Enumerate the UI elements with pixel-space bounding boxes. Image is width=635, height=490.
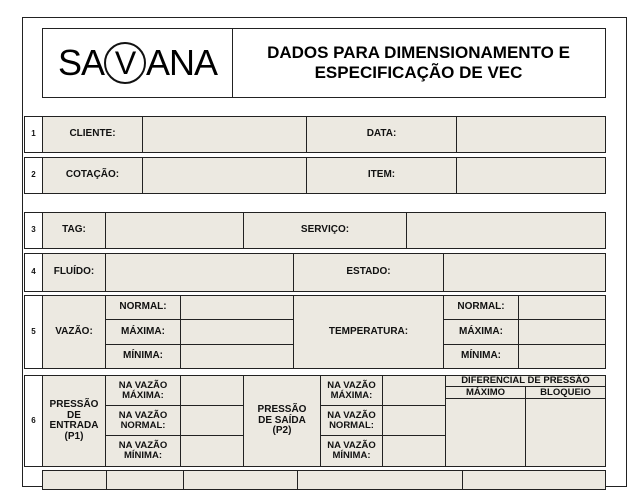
- fluido-label: FLUÍDO:: [42, 253, 106, 292]
- temp-minima-field[interactable]: [518, 344, 606, 369]
- estado-field[interactable]: [443, 253, 606, 292]
- diferencial-label: DIFERENCIAL DE PRESSÃO: [445, 375, 606, 387]
- row-number: 1: [24, 116, 43, 153]
- tag-field[interactable]: [105, 212, 244, 249]
- row-number: 4: [24, 253, 43, 292]
- p2-max-label: NA VAZÃO MÁXIMA:: [320, 375, 383, 406]
- p1-normal-label: NA VAZÃO NORMAL:: [105, 405, 181, 436]
- p1-min-field[interactable]: [180, 435, 244, 467]
- temp-maxima-label: MÁXIMA:: [443, 319, 519, 345]
- p2-normal-label: NA VAZÃO NORMAL:: [320, 405, 383, 436]
- form-title: [232, 29, 605, 97]
- temp-maxima-field[interactable]: [518, 319, 606, 345]
- cotacao-label: COTAÇÃO:: [42, 157, 143, 194]
- data-field[interactable]: [456, 116, 606, 153]
- data-label: DATA:: [306, 116, 457, 153]
- diferencial-max-field[interactable]: [445, 398, 526, 467]
- diferencial-max-label: MÁXIMO: [445, 386, 526, 399]
- p1-max-field[interactable]: [180, 375, 244, 406]
- tag-label: TAG:: [42, 212, 106, 249]
- item-label: ITEM:: [306, 157, 457, 194]
- p2-min-field[interactable]: [382, 435, 446, 467]
- pressao-saida-label: PRESSÃO DE SAÍDA (P2): [243, 375, 321, 467]
- temp-normal-label: NORMAL:: [443, 295, 519, 320]
- vazao-minima-field[interactable]: [180, 344, 294, 369]
- cliente-field[interactable]: [142, 116, 307, 153]
- vazao-normal-field[interactable]: [180, 295, 294, 320]
- vazao-label: VAZÃO:: [42, 295, 106, 369]
- temp-minima-label: MÍNIMA:: [443, 344, 519, 369]
- servico-label: SERVIÇO:: [243, 212, 407, 249]
- fluido-field[interactable]: [105, 253, 294, 292]
- temp-normal-field[interactable]: [518, 295, 606, 320]
- row-number: 2: [24, 157, 43, 194]
- servico-field[interactable]: [406, 212, 606, 249]
- vazao-minima-label: MÍNIMA:: [105, 344, 181, 369]
- vazao-normal-label: NORMAL:: [105, 295, 181, 320]
- row-number: 5: [24, 295, 43, 369]
- title-line-1: DADOS PARA DIMENSIONAMENTO E: [267, 43, 570, 62]
- cliente-label: CLIENTE:: [42, 116, 143, 153]
- vazao-maxima-label: MÁXIMA:: [105, 319, 181, 345]
- row-number: 3: [24, 212, 43, 249]
- temperatura-label: TEMPERATURA:: [293, 295, 444, 369]
- p1-normal-field[interactable]: [180, 405, 244, 436]
- p2-normal-field[interactable]: [382, 405, 446, 436]
- p1-max-label: NA VAZÃO MÁXIMA:: [105, 375, 181, 406]
- diferencial-bloqueio-label: BLOQUEIO: [525, 386, 606, 399]
- pressao-entrada-label: PRESSÃO DE ENTRADA (P1): [42, 375, 106, 467]
- form-header: [42, 28, 606, 98]
- vazao-maxima-field[interactable]: [180, 319, 294, 345]
- row7-cell: [183, 470, 298, 490]
- title-line-2: ESPECIFICAÇÃO DE VEC: [314, 63, 523, 82]
- p1-min-label: NA VAZÃO MÍNIMA:: [105, 435, 181, 467]
- estado-label: ESTADO:: [293, 253, 444, 292]
- row7-cell: [42, 470, 107, 490]
- row7-cell: [462, 470, 606, 490]
- diferencial-bloqueio-field[interactable]: [525, 398, 606, 467]
- row-number: 6: [24, 375, 43, 467]
- item-field[interactable]: [456, 157, 606, 194]
- p2-max-field[interactable]: [382, 375, 446, 406]
- p2-min-label: NA VAZÃO MÍNIMA:: [320, 435, 383, 467]
- row7-cell: [106, 470, 184, 490]
- cotacao-field[interactable]: [142, 157, 307, 194]
- savana-logo: SA V ANA: [43, 29, 233, 97]
- row7-cell: [297, 470, 463, 490]
